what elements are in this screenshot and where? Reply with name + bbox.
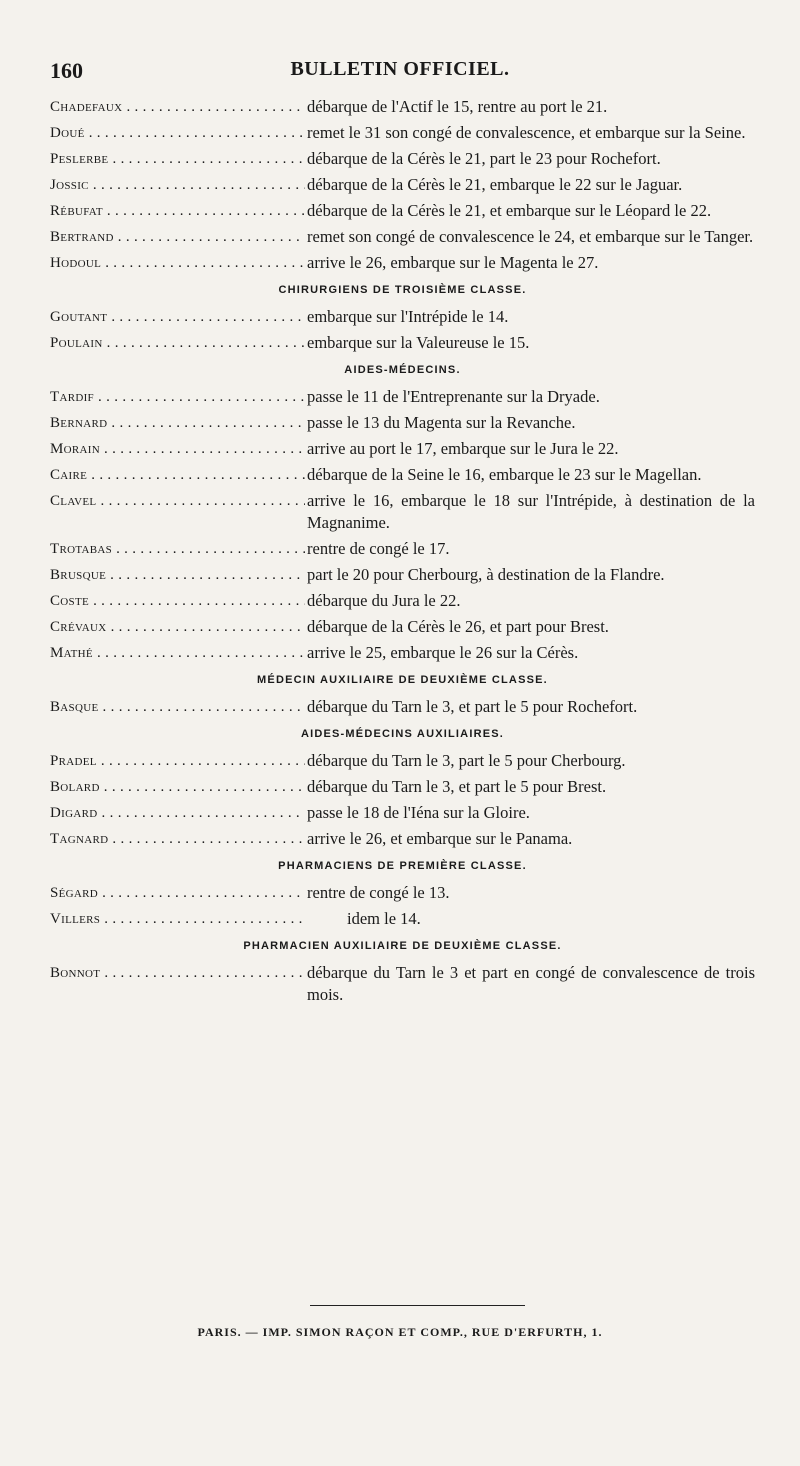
entry-name: Rébufat . . . [50, 200, 305, 222]
entry-row [50, 386, 755, 408]
entry-name: Coste . . . [50, 590, 305, 612]
entry-description: passe le 11 de l'Entreprenante sur la Dryade. [307, 387, 600, 406]
section-heading: PHARMACIENS DE PREMIÈRE CLASSE. [278, 860, 527, 872]
entry-description: débarque de la Cérès le 21, embarque le 22 sur le Jaguar. [307, 175, 683, 194]
page-header [50, 58, 750, 88]
entry-name: Pradel . . . [50, 750, 305, 772]
entry-description: débarque du Jura le 22. [307, 591, 461, 610]
entry-description: débarque de la Cérès le 26, et part pour Brest. [307, 617, 609, 636]
entry-name: Doué . . . [50, 122, 305, 144]
entry-row [50, 200, 755, 222]
entry-name: Morain . . . [50, 438, 305, 460]
entry-description: débarque du Tarn le 3, et part le 5 pour Brest. [307, 777, 607, 796]
entry-name: Crévaux . . . [50, 616, 305, 638]
entry-row [50, 590, 755, 612]
entry-description: idem le 14. [347, 909, 421, 928]
entry-row [50, 332, 755, 354]
entry-row [50, 306, 755, 328]
entry-row [50, 148, 755, 170]
entry-row [50, 750, 755, 772]
entry-name: Ségard . . . [50, 882, 305, 904]
entry-description: passe le 13 du Magenta sur la Revanche. [307, 413, 576, 432]
entry-row [50, 226, 755, 248]
entry-row [50, 464, 755, 486]
entry-description: débarque de la Cérès le 21, et embarque sur le Léopard le 22. [307, 201, 712, 220]
entry-row [50, 908, 755, 930]
entry-name: Bernard . . . [50, 412, 305, 434]
entry-row [50, 882, 755, 904]
entry-name: Basque . . . [50, 696, 305, 718]
entry-description: rentre de congé le 13. [307, 883, 450, 902]
footer-rule [310, 1305, 525, 1306]
entry-name: Jossic . . . [50, 174, 305, 196]
entry-row [50, 122, 755, 144]
entry-name: Bertrand . . . [50, 226, 305, 248]
entry-description: rentre de congé le 17. [307, 539, 450, 558]
printer-footer: PARIS. — IMP. SIMON RAÇON ET COMP., RUE D'ERFURTH, 1. [197, 1325, 603, 1339]
entry-name: Poulain . . . [50, 332, 305, 354]
entry-row [50, 962, 755, 1006]
entry-description: arrive le 26, embarque sur le Magenta le 27. [307, 253, 599, 272]
section-heading: CHIRURGIENS DE TROISIÈME CLASSE. [278, 284, 527, 296]
entry-description: arrive le 25, embarque le 26 sur la Cérès. [307, 643, 579, 662]
entry-name: Goutant . . . [50, 306, 305, 328]
entry-row [50, 642, 755, 664]
entry-description: débarque de l'Actif le 15, rentre au port le 21. [307, 97, 608, 116]
section-heading: AIDES-MÉDECINS. [344, 364, 461, 376]
entry-description: débarque du Tarn le 3, et part le 5 pour Rochefort. [307, 697, 638, 716]
entry-row [50, 438, 755, 460]
entry-description: arrive au port le 17, embarque sur le Jura le 22. [307, 439, 619, 458]
document-body [50, 96, 755, 1010]
entry-name: Hodoul . . . [50, 252, 305, 274]
entry-description: remet son congé de convalescence le 24, et embarque sur le Tanger. [307, 227, 754, 246]
entry-row [50, 96, 755, 118]
entry-row [50, 174, 755, 196]
entry-row [50, 828, 755, 850]
entry-row [50, 802, 755, 824]
entry-row [50, 490, 755, 534]
page-number: 160 [50, 58, 83, 83]
entry-description: débarque du Tarn le 3 et part en congé de convalescence de trois mois. [307, 963, 755, 1004]
entry-row [50, 564, 755, 586]
entry-name: Chadefaux . . . [50, 96, 305, 118]
entry-description: remet le 31 son congé de convalescence, et embarque sur la Seine. [307, 123, 746, 142]
entry-description: part le 20 pour Cherbourg, à destination de la Flandre. [307, 565, 665, 584]
entry-description: arrive le 26, et embarque sur le Panama. [307, 829, 573, 848]
entry-row [50, 412, 755, 434]
entry-row [50, 776, 755, 798]
entry-name: Tagnard . . . [50, 828, 305, 850]
entry-name: Bonnot . . . [50, 962, 305, 984]
entry-description: arrive le 16, embarque le 18 sur l'Intrépide, à destination de la Magnanime. [307, 491, 755, 532]
entry-name: Villers . . . [50, 908, 305, 930]
entry-row [50, 616, 755, 638]
entry-name: Trotabas . . . [50, 538, 305, 560]
entry-description: débarque de la Seine le 16, embarque le 23 sur le Magellan. [307, 465, 702, 484]
page-title: BULLETIN OFFICIEL. [290, 58, 510, 80]
entry-description: débarque du Tarn le 3, part le 5 pour Cherbourg. [307, 751, 626, 770]
entry-description: débarque de la Cérès le 21, part le 23 pour Rochefort. [307, 149, 661, 168]
entry-name: Bolard . . . [50, 776, 305, 798]
entry-name: Digard . . . [50, 802, 305, 824]
entry-name: Mathé . . . [50, 642, 305, 664]
entry-name: Caire . . . [50, 464, 305, 486]
entry-description: passe le 18 de l'Iéna sur la Gloire. [307, 803, 530, 822]
entry-name: Clavel . . . [50, 490, 305, 512]
section-heading: AIDES-MÉDECINS AUXILIAIRES. [300, 728, 505, 740]
entry-description: embarque sur la Valeureuse le 15. [307, 333, 530, 352]
entry-description: embarque sur l'Intrépide le 14. [307, 307, 509, 326]
section-heading: PHARMACIEN AUXILIAIRE DE DEUXIÈME CLASSE. [243, 940, 562, 952]
entry-row [50, 696, 755, 718]
entry-name: Tardif . . . [50, 386, 305, 408]
entry-row [50, 252, 755, 274]
entry-name: Brusque . . . [50, 564, 305, 586]
section-heading: MÉDECIN AUXILIAIRE DE DEUXIÈME CLASSE. [257, 674, 548, 686]
entry-name: Peslerbe . . . [50, 148, 305, 170]
entry-row [50, 538, 755, 560]
